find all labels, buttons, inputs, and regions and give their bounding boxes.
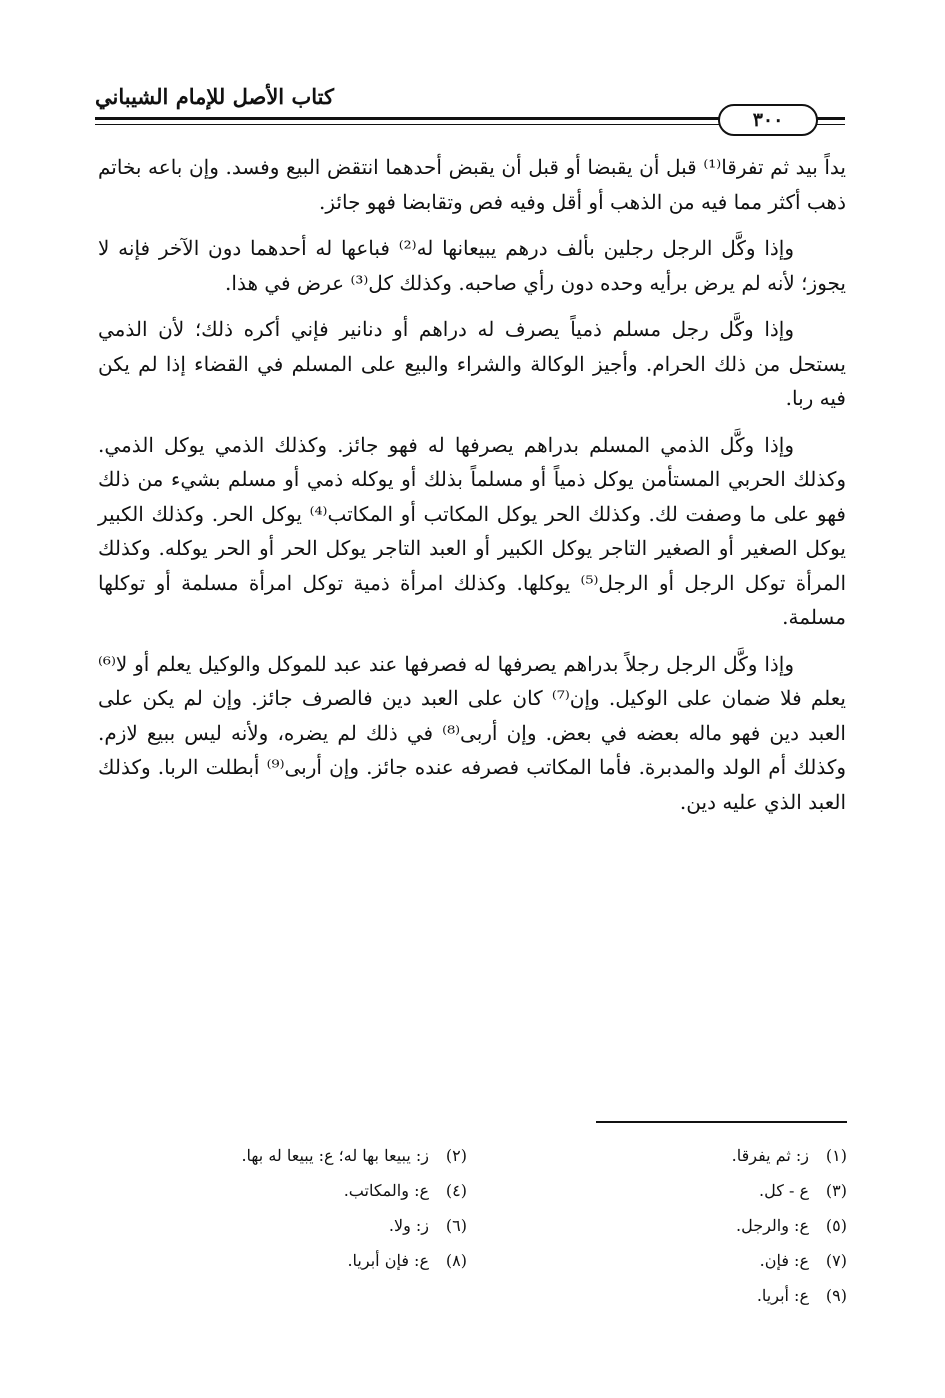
footnotes-left-column — [127, 1138, 467, 1278]
footnote-number: (١) — [825, 1146, 847, 1165]
footnote-text: ز: ثم يفرقا. — [731, 1146, 809, 1165]
footnote-number: (٢) — [445, 1146, 467, 1165]
running-header-title: كتاب الأصل للإمام الشيباني — [95, 84, 334, 109]
footnote-item — [647, 1208, 847, 1243]
paragraph: وإذا وكَّل الرجل رجلاً بدراهم يصرفها له فصرفها عند عبد للموكل والوكيل يعلم أو لا⁽⁶⁾ يعلم فلا ضمان على الوكيل. وإن⁽⁷⁾ كان على العبد دين فالصرف جائز. وإن لم يكن على العبد دين فهو ماله بعضه في بعض. وإن أربى⁽⁸⁾ في ذلك لم يضره، ولأنه ليس ببيع لازم. وكذلك أم الولد والمدبرة. فأما المكاتب فصرفه عنده جائز. وإن أربى⁽⁹⁾ أبطلت الربا. وكذلك العبد الذي عليه دين. — [98, 651, 847, 814]
footnote-item — [647, 1243, 847, 1278]
paragraph: وإذا وكَّل الذمي المسلم بدراهم يصرفها له فهو جائز. وكذلك الذمي يوكل الذمي. وكذلك الحربي المستأمن يوكل ذمياً أو مسلماً بذلك أو يوكله ذمي أو مسلم بشيء من ذلك فهو على ما وصفت لك. وكذلك الحر يوكل المكاتب أو المكاتب⁽⁴⁾ يوكل الحر. وكذلك الكبير يوكل الصغير أو الصغير التاجر يوكل الكبير أو العبد التاجر يوكل الحر أو الحر يوكله. وكذلك المرأة توكل الرجل أو الرجل⁽⁵⁾ يوكلها. وكذلك امرأة ذمية توكل امرأة مسلمة أو توكلها مسلمة. — [98, 432, 847, 629]
footnote-text: ع: والمكاتب. — [343, 1181, 429, 1200]
footnote-text: ز: ولا. — [388, 1216, 429, 1235]
paragraph: وإذا وكَّل رجل مسلم ذمياً يصرف له دراهم أو دنانير فإني أكره ذلك؛ لأن الذمي يستحل من ذلك الحرام. وأجيز الوكالة والشراء والبيع على المسلم في القضاء إذا لم يكن فيه ربا. — [98, 317, 846, 410]
paragraph: يداً بيد ثم تفرقا⁽¹⁾ قبل أن يقبضا أو قبل أن يقبض أحدهما انتقض البيع وفسد. وإن باعه بخاتم ذهب أكثر مما فيه من الذهب أو أقل وفيه فص وتقابضا فهو جائز. — [98, 155, 846, 214]
paragraph: وإذا وكَّل الرجل رجلين بألف درهم يبيعانها له⁽²⁾ فباعها له أحدهما دون الآخر فإنه لا يجوز؛ لأنه لم يرض برأيه وحده دون رأي صاحبه. وكذلك كل⁽³⁾ عرض في هذا. — [98, 236, 846, 295]
footnotes-right-column — [647, 1138, 847, 1313]
footnote-text: ع: فإن. — [759, 1251, 809, 1270]
footnote-number: (٣) — [825, 1181, 847, 1200]
footnote-item — [127, 1243, 467, 1278]
footnote-item — [127, 1173, 467, 1208]
footnote-number: (٥) — [825, 1216, 847, 1235]
footnote-text: ز: يبيعا بها له؛ ع: يبيعا له بها. — [241, 1146, 429, 1165]
footnote-separator — [596, 1121, 847, 1123]
footnote-item — [647, 1138, 847, 1173]
main-text — [98, 150, 846, 831]
footnote-item — [647, 1173, 847, 1208]
footnote-number: (٩) — [825, 1286, 847, 1305]
footnote-text: ع: أبريا. — [756, 1286, 809, 1305]
footnote-text: ع: والرجل. — [736, 1216, 809, 1235]
footnote-text: ع - كل. — [759, 1181, 809, 1200]
footnote-item — [127, 1208, 467, 1243]
footnote-number: (٦) — [445, 1216, 467, 1235]
page-number-badge: ٣٠٠ — [718, 104, 818, 136]
footnote-item — [127, 1138, 467, 1173]
footnote-number: (٧) — [825, 1251, 847, 1270]
footnote-item — [647, 1278, 847, 1313]
footnote-number: (٨) — [445, 1251, 467, 1270]
footnote-text: ع: فإن أبريا. — [347, 1251, 429, 1270]
footnote-number: (٤) — [445, 1181, 467, 1200]
